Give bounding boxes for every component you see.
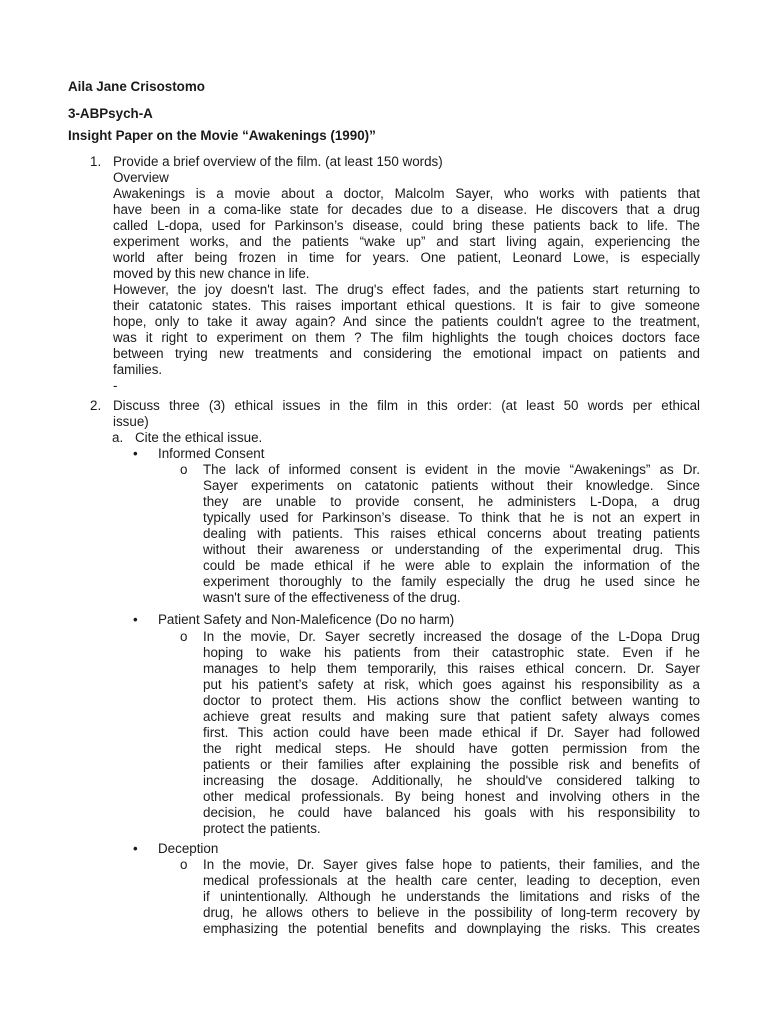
paragraph-line: if unintentionally. Although he understands the limitations and risks of the (203, 889, 700, 904)
paragraph-line: medical professionals at the health care center, leading to deception, even (203, 873, 700, 888)
paragraph-line: world after being frozen in time for years. One patient, Leonard Lowe, is especially (113, 250, 700, 265)
paragraph-line: have been in a coma-like state for decades due to a disease. He discovers that a drug (113, 202, 700, 217)
paragraph-line: their catatonic states. This raises important ethical questions. It is fair to give someone (113, 298, 700, 313)
overview-subheading: Overview (113, 170, 169, 185)
paragraph-line: first. This action could have been made ethical if Dr. Sayer had followed (203, 725, 700, 740)
bullet-icon: • (133, 446, 138, 461)
paragraph-line: In the movie, Dr. Sayer gives false hope to patients, their families, and the (203, 857, 700, 872)
paragraph-line: doctor to protect them. His actions show the conflict between wanting to (203, 693, 700, 708)
question-2-prompt-line: issue) (113, 414, 149, 429)
paragraph-line: protect the patients. (203, 821, 321, 836)
question-1-prompt: Provide a brief overview of the film. (at least 150 words) (113, 154, 443, 169)
sub-item-a-marker: a. (112, 430, 124, 445)
paragraph-line: However, the joy doesn't last. The drug's effect fades, and the patients start returning to (113, 282, 700, 297)
paragraph-line: other medical professionals. By being honest and involving others in the (203, 789, 700, 804)
dash-marker: - (113, 378, 118, 393)
paragraph-line: dealing with patients. This raises ethical concerns about treating patients (203, 526, 700, 541)
paragraph-line: emphasizing the potential benefits and downplaying the risks. This creates (203, 921, 700, 936)
question-1-number: 1. (90, 154, 102, 169)
paragraph-line: moved by this new chance in life. (113, 266, 310, 281)
class-section: 3-ABPsych-A (68, 106, 153, 121)
paragraph-line: experiment thoroughly to the family especially the drug he used since he (203, 574, 700, 589)
paper-title: Insight Paper on the Movie “Awakenings (1990)” (68, 128, 376, 143)
paragraph-line: wasn't sure of the effectiveness of the drug. (203, 590, 461, 605)
sub-item-a-text: Cite the ethical issue. (135, 430, 263, 445)
sub-bullet-icon: o (180, 857, 188, 872)
paragraph-line: achieve great results and making sure that patient safety always comes (203, 709, 700, 724)
author-name: Aila Jane Crisostomo (68, 79, 205, 94)
paragraph-line: manages to help them temporarily, this raises ethical concern. Dr. Sayer (203, 661, 700, 676)
paragraph-line: patients or their families after explaining the possible risk and benefits of (203, 757, 700, 772)
paragraph-line: Awakenings is a movie about a doctor, Malcolm Sayer, who works with patients that (113, 186, 700, 201)
paragraph-line: put his patient’s safety at risk, which goes against his responsibility as a (203, 677, 700, 692)
paragraph-line: typically used for Parkinson’s disease. To think that he is not an expert in (203, 510, 700, 525)
paragraph-line: The lack of informed consent is evident in the movie “Awakenings” as Dr. (203, 462, 700, 477)
paragraph-line: increasing the dosage. Additionally, he should've considered talking to (203, 773, 700, 788)
paragraph-line: hoping to wake his patients from their catastrophic state. Even if he (203, 645, 700, 660)
sub-bullet-icon: o (180, 462, 188, 477)
issue-3-title: Deception (158, 841, 219, 856)
paragraph-line: experiment works, and the patients “wake up” and start living again, experiencing the (113, 234, 700, 249)
bullet-icon: • (133, 841, 138, 856)
paragraph-line: Sayer experiments on catatonic patients without their knowledge. Since (203, 478, 700, 493)
question-2-prompt-line: Discuss three (3) ethical issues in the film in this order: (at least 50 words per ethical (113, 398, 700, 413)
paragraph-line: could be made ethical if he were able to explain the information of the (203, 558, 700, 573)
bullet-icon: • (133, 612, 138, 627)
paragraph-line: decision, he could have balanced his goals with his responsibility to (203, 805, 700, 820)
paragraph-line: drug, he allows others to believe in the possibility of long-term recovery by (203, 905, 700, 920)
paragraph-line: hope, only to take it away again? And since the patients couldn't agree to the treatment, (113, 314, 700, 329)
issue-1-title: Informed Consent (158, 446, 265, 461)
paragraph-line: was it right to experiment on them ? The film highlights the tough choices doctors face (113, 330, 700, 345)
issue-2-title: Patient Safety and Non-Maleficence (Do no harm) (158, 612, 455, 627)
paragraph-line: called L-dopa, used for Parkinson’s disease, could bring these patients back to life. The (113, 218, 700, 233)
sub-bullet-icon: o (180, 629, 188, 644)
paragraph-line: the right medical steps. He should have gotten permission from the (203, 741, 700, 756)
paragraph-line: they are unable to provide consent, he administers L-Dopa, a drug (203, 494, 700, 509)
paragraph-line: without their awareness or understanding of the experimental drug. This (203, 542, 700, 557)
paragraph-line: between trying new treatments and considering the emotional impact on patients and (113, 346, 700, 361)
paragraph-line: In the movie, Dr. Sayer secretly increased the dosage of the L-Dopa Drug (203, 629, 700, 644)
question-2-number: 2. (90, 398, 102, 413)
paragraph-line: families. (113, 362, 163, 377)
